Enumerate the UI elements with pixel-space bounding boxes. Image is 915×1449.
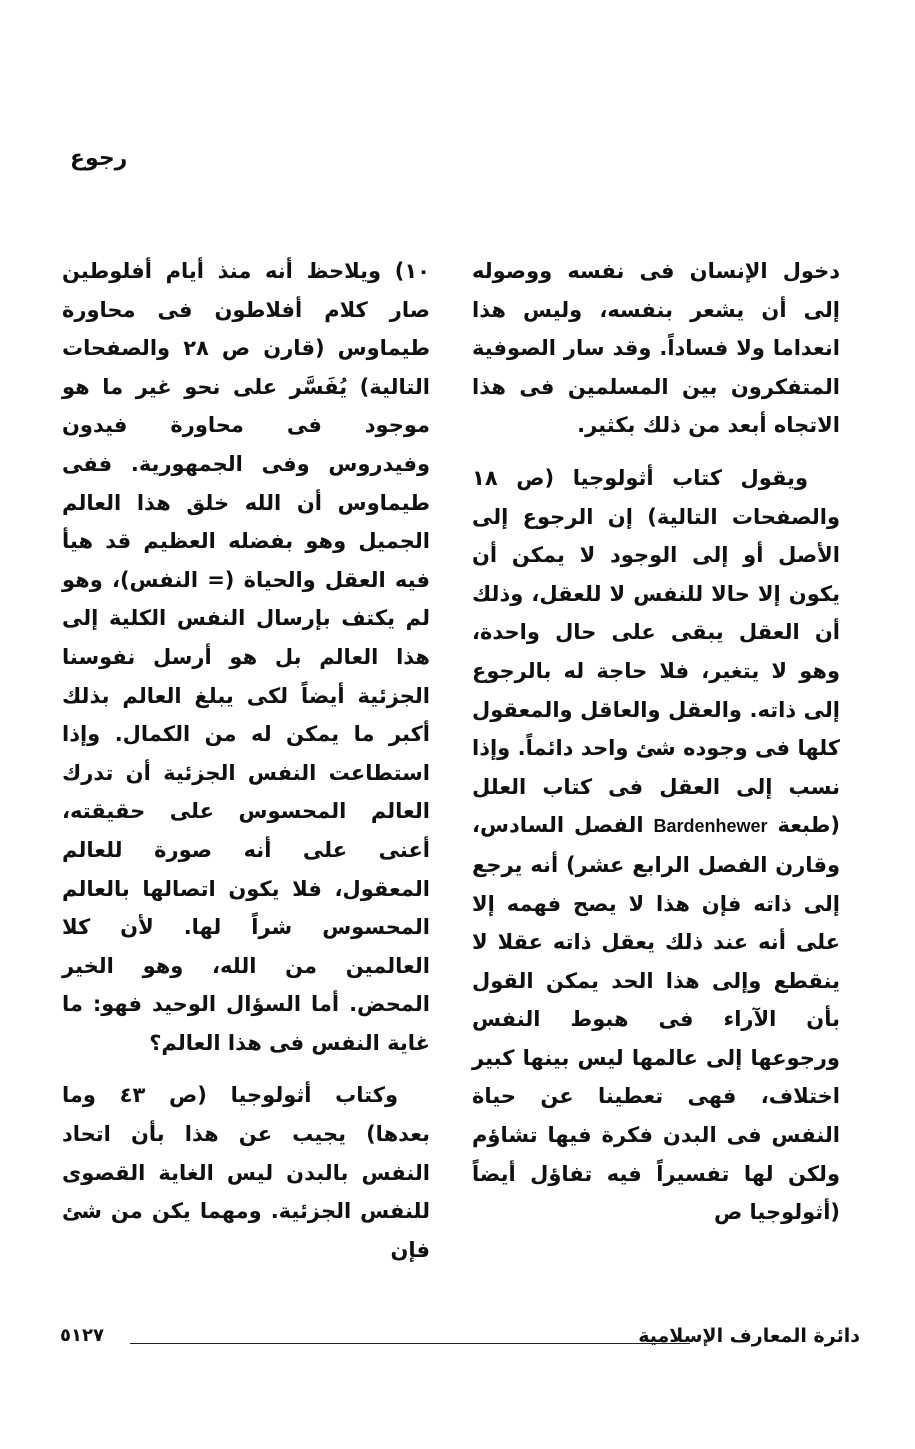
paragraph-2-text-start: ويقول كتاب أثولوجيا (ص ١٨ والصفحات التالية) إن الرجوع إلى الأصل أو إلى الوجود لا يمكن أن يكون إلا حالا للنفس لا للعقل، وذلك أن العقل يبقى على حال واحدة، وهو لا يتغير، فلا حاجة له بالرجوع إلى ذاته. والعقل والعاقل والمعقول كلها فى وجوده شئ واحد دائماً. وإذا نسب إلى العقل فى كتاب العلل (طبعة bbox=[472, 465, 841, 838]
page-footer bbox=[60, 1325, 860, 1365]
right-column bbox=[472, 252, 840, 1232]
paragraph-2-text-end: الفصل السادس، وقارن الفصل الرابع عشر) أنه يرجع إلى ذاته فإن هذا لا يصح فهمه إلا على أنه عند ذلك يعقل ذاته عقلا لا ينقطع وإلى هذا الحد يمكن القول بأن الآراء فى هبوط النفس ورجوعها إلى عالمها ليس بينها كبير اختلاف، فهى تعطينا عن حياة النفس فى البدن فكرة فيها تشاؤم ولكن لها تفسيراً فيه تفاؤل أيضاً (أثولوجيا ص bbox=[472, 813, 840, 1225]
right-column-paragraph-2 bbox=[472, 459, 840, 1232]
page-number: ٥١٢٧ bbox=[60, 1325, 104, 1346]
right-column-paragraph-1: دخول الإنسان فى نفسه ووصوله إلى أن يشعر بنفسه، وليس هذا انعداما ولا فساداً. وقد سار الصوفية المتفكرون بين المسلمين فى هذا الاتجاه أبعد من ذلك بكثير. bbox=[472, 259, 840, 438]
footer-divider bbox=[130, 1343, 690, 1344]
left-column bbox=[62, 252, 430, 1269]
journal-title: دائرة المعارف الإسلامية bbox=[638, 1325, 860, 1347]
left-column-paragraph-2: وكتاب أثولوجيا (ص ٤٣ وما بعدها) يجيب عن هذا بأن اتحاد النفس بالبدن ليس الغاية القصوى للنفس الجزئية. ومهما يكن من شئ فإن bbox=[62, 1083, 430, 1262]
left-column-paragraph-1: ١٠) ويلاحظ أنه منذ أيام أفلوطين صار كلام أفلاطون فى محاورة طيماوس (قارن ص ٢٨ والصفحات التالية) يُفَسَّر على نحو غير ما هو موجود فى محاورة فيدون وفيدروس وفى الجمهورية. ففى طيماوس أن الله خلق هذا العالم الجميل وهو بفضله العظيم قد هيأ فيه العقل والحياة (= النفس)، وهو لم يكتف بإرسال النفس الكلية إلى هذا العالم بل هو أرسل نفوسنا الجزئية أيضاً لكى يبلغ العالم بذلك أكبر ما يمكن له من الكمال. وإذا استطاعت النفس الجزئية أن تدرك العالم المحسوس على حقيقته، أعنى على أنه صورة للعالم المعقول، فلا يكون اتصالها بالعالم المحسوس شراً لها. لأن كلا العالمين من الله، وهو الخير المحض. أما السؤال الوحيد فهو: ما غاية النفس فى هذا العالم؟ bbox=[62, 259, 430, 1055]
latin-author-name: Bardenhewer bbox=[653, 816, 768, 837]
running-header: رجوع bbox=[70, 146, 128, 171]
